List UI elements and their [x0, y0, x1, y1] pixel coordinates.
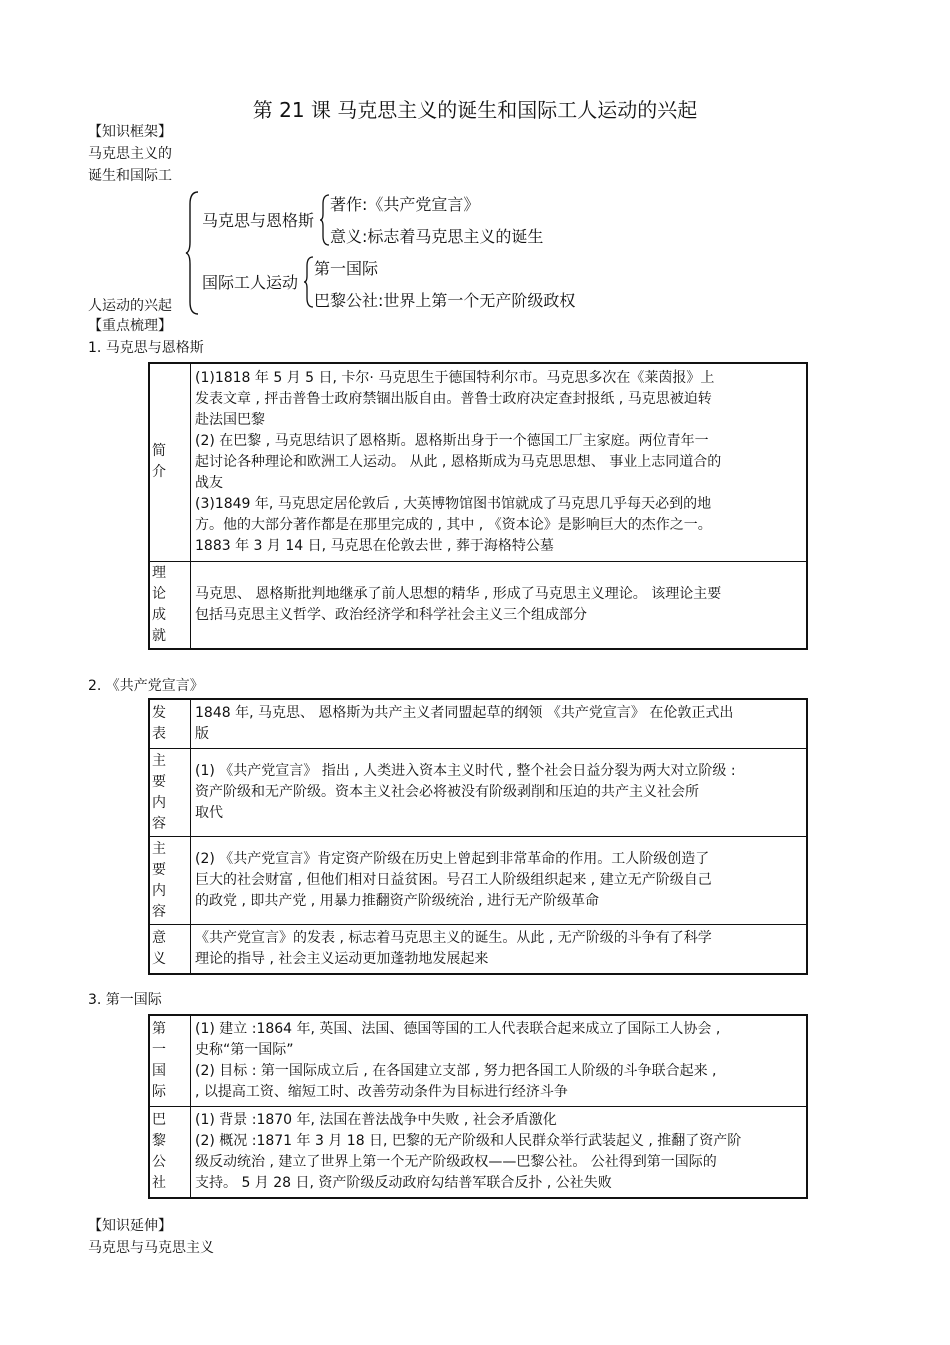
framework-branch1-meaning: 意义:标志着马克思主义的诞生 — [330, 227, 544, 246]
row-label-char: 要 — [152, 861, 166, 878]
row-label-char: 意 — [152, 930, 166, 946]
row-line: (3)1849 年, 马克思定居伦敦后 , 大英博物馆图书馆就成了马克思几乎每天必到的地 — [195, 495, 712, 512]
row-label-char: 公 — [152, 1154, 166, 1170]
row-line: 巨大的社会财富 , 但他们相对日益贫困。号召工人阶级组织起来 , 建立无产阶级自己 — [195, 872, 712, 888]
row-content — [191, 363, 808, 561]
table-row — [149, 837, 807, 925]
row-line: (1)1818 年 5 月 5 日, 卡尔· 马克思生于德国特利尔市。马克思多次在《莱茵报》上 — [195, 369, 715, 386]
table-row — [149, 925, 807, 975]
row-line: 支持。 5 月 28 日, 资产阶级反动政府勾结普军联合反扑 , 公社失败 — [195, 1175, 612, 1191]
framework-root-line2: 诞生和国际工 — [88, 168, 172, 184]
row-label — [149, 749, 191, 837]
row-label-char: 就 — [152, 627, 166, 644]
row-line: 发表文章 , 抨击普鲁士政府禁锢出版自由。普鲁士政府决定查封报纸 , 马克思被迫转 — [195, 390, 712, 407]
page-title: 第 21 课 马克思主义的诞生和国际工人运动的兴起 — [252, 98, 698, 122]
framework-branch1-work: 著作:《共产党宣言》 — [330, 195, 480, 214]
row-line: 取代 — [195, 805, 223, 821]
row-line: 1883 年 3 月 14 日, 马克思在伦敦去世 , 葬于海格特公墓 — [195, 537, 554, 554]
row-label — [149, 363, 191, 561]
row-label-char: 论 — [152, 585, 166, 602]
row-line: 理论的指导 , 社会主义运动更加蓬勃地发展起来 — [195, 951, 489, 967]
framework-root-line3: 人运动的兴起 — [88, 298, 172, 314]
row-content — [191, 925, 808, 975]
row-label — [149, 925, 191, 975]
row-content — [191, 1015, 808, 1107]
row-label-char: 巴 — [152, 1112, 166, 1128]
row-label — [149, 1015, 191, 1107]
row-line: 战友 — [195, 474, 223, 491]
row-label-char: 一 — [152, 1042, 166, 1058]
row-line: 马克思、 恩格斯批判地继承了前人思想的精华 , 形成了马克思主义理论。 该理论主要 — [195, 585, 722, 602]
row-label-char: 主 — [152, 752, 166, 769]
row-content — [191, 699, 808, 749]
framework-branch-marx-engels: 马克思与恩格斯 — [202, 211, 315, 230]
row-line: 起讨论各种理论和欧洲工人运动。 从此 , 恩格斯成为马克思思想、 事业上志同道合的 — [195, 453, 722, 470]
row-line: 史称“第一国际” — [195, 1042, 294, 1058]
row-line: (1) 建立 :1864 年, 英国、法国、德国等国的工人代表联合起来成立了国际工人协会 , — [195, 1021, 721, 1037]
row-line: 1848 年, 马克思、 恩格斯为共产主义者同盟起草的纲领 《共产党宣言》 在伦敦正式出 — [195, 705, 734, 721]
row-line: 《共产党宣言》的发表 , 标志着马克思主义的诞生。从此 , 无产阶级的斗争有了科学 — [195, 930, 712, 946]
row-label-char: 容 — [152, 903, 166, 920]
row-label — [149, 699, 191, 749]
table-row — [149, 1107, 807, 1199]
row-label-char: 第 — [152, 1021, 166, 1037]
row-label-char: 发 — [152, 705, 166, 721]
row-label-char: 表 — [152, 726, 166, 742]
section3-heading: 3. 第一国际 — [88, 992, 162, 1008]
row-line: (2) 在巴黎 , 马克思结识了恩格斯。恩格斯出身于一个德国工厂主家庭。两位青年一 — [195, 432, 709, 449]
extension-line: 马克思与马克思主义 — [88, 1240, 214, 1256]
row-content — [191, 561, 808, 649]
row-line: , 以提高工资、缩短工时、改善劳动条件为目标进行经济斗争 — [195, 1084, 568, 1100]
row-label-char: 内 — [152, 794, 166, 811]
row-content — [191, 1107, 808, 1199]
table-row — [149, 561, 807, 649]
framework-heading: 【知识框架】 — [88, 124, 172, 140]
row-line: 包括马克思主义哲学、政治经济学和科学社会主义三个组成部分 — [195, 606, 587, 623]
row-line: (2) 概况 :1871 年 3 月 18 日, 巴黎的无产阶级和人民群众举行武装起义 , 推翻了资产阶 — [195, 1133, 742, 1149]
section2-table — [148, 698, 808, 975]
row-label-char: 主 — [152, 840, 166, 857]
row-label-char: 国 — [152, 1063, 166, 1079]
framework-branch2-paris-commune: 巴黎公社:世界上第一个无产阶级政权 — [314, 291, 576, 310]
row-content — [191, 837, 808, 925]
row-line: (1) 《共产党宣言》 指出 , 人类进入资本主义时代 , 整个社会日益分裂为两大对立阶级 : — [195, 763, 736, 779]
row-label-char: 容 — [152, 815, 166, 832]
row-line: 方。他的大部分著作都是在那里完成的 , 其中 , 《资本论》是影响巨大的杰作之一。 — [195, 516, 712, 533]
row-label-char: 黎 — [152, 1133, 166, 1149]
row-line: 级反动统治 , 建立了世界上第一个无产阶级政权——巴黎公社。 公社得到第一国际的 — [195, 1154, 717, 1170]
row-label-char: 介 — [152, 464, 166, 481]
row-content — [191, 749, 808, 837]
row-label-char: 义 — [152, 951, 166, 967]
section1-table — [148, 362, 808, 650]
extension-heading: 【知识延伸】 — [88, 1218, 172, 1234]
framework-root-line1: 马克思主义的 — [88, 146, 172, 162]
row-label — [149, 837, 191, 925]
framework-brace-main — [186, 190, 200, 316]
row-line: 资产阶级和无产阶级。资本主义社会必将被没有阶级剥削和压迫的共产主义社会所 — [195, 784, 699, 800]
row-label — [149, 1107, 191, 1199]
framework-brace-branch1 — [320, 194, 330, 246]
table-row — [149, 363, 807, 561]
framework-brace-branch2 — [304, 256, 314, 308]
row-line: 的政党 , 即共产党 , 用暴力推翻资产阶级统治 , 进行无产阶级革命 — [195, 893, 600, 909]
section3-table — [148, 1014, 808, 1199]
key-points-heading: 【重点梳理】 — [88, 318, 172, 334]
table-row — [149, 1015, 807, 1107]
table-row — [149, 749, 807, 837]
row-line: 赴法国巴黎 — [195, 411, 265, 428]
row-label-char: 成 — [152, 606, 166, 623]
row-line: 版 — [195, 726, 209, 742]
section2-heading: 2. 《共产党宣言》 — [88, 678, 204, 694]
framework-branch2-first-international: 第一国际 — [314, 259, 379, 278]
row-label-char: 理 — [152, 564, 166, 581]
row-line: (1) 背景 :1870 年, 法国在普法战争中失败 , 社会矛盾激化 — [195, 1112, 557, 1128]
row-label-char: 要 — [152, 773, 166, 790]
row-line: (2) 《共产党宣言》肯定资产阶级在历史上曾起到非常革命的作用。工人阶级创造了 — [195, 851, 710, 867]
row-label-char: 际 — [152, 1084, 166, 1100]
row-label-char: 社 — [152, 1175, 166, 1191]
section1-heading: 1. 马克思与恩格斯 — [88, 340, 204, 356]
row-label-char: 内 — [152, 882, 166, 899]
table-row — [149, 699, 807, 749]
row-label-char: 简 — [152, 443, 166, 460]
framework-branch-workers-movement: 国际工人运动 — [202, 273, 299, 292]
row-line: (2) 目标 : 第一国际成立后 , 在各国建立支部 , 努力把各国工人阶级的斗争联合起来 , — [195, 1063, 717, 1079]
row-label — [149, 561, 191, 649]
